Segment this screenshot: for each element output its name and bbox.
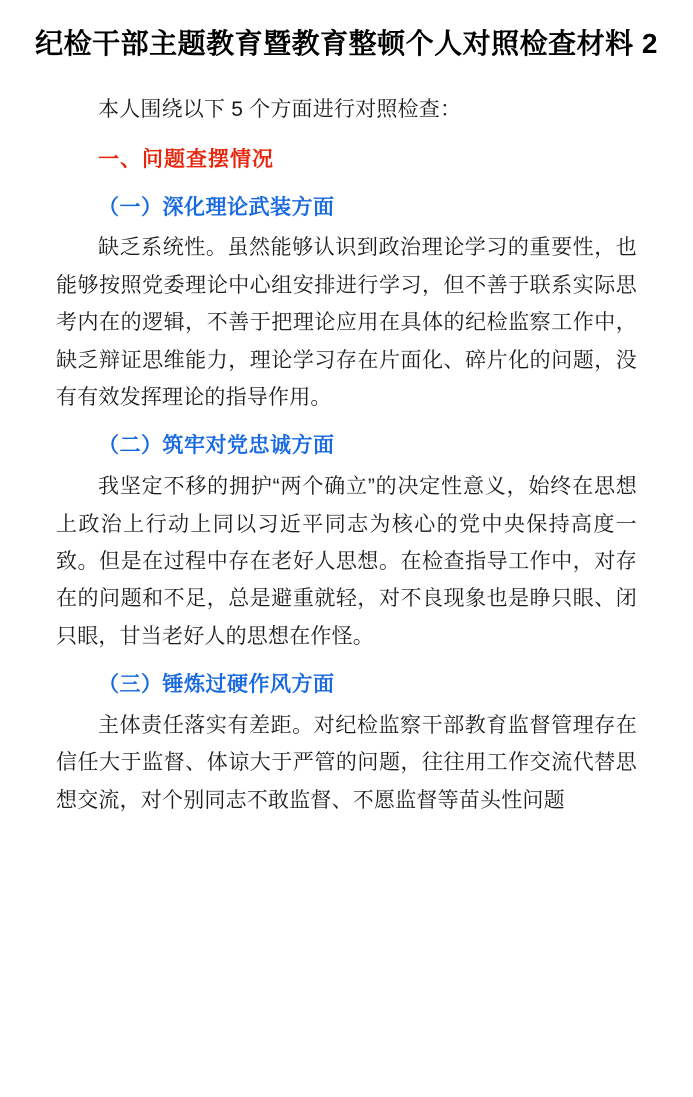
subsection-paragraph: 我坚定不移的拥护“两个确立”的决定性意义，始终在思想上政治上行动上同以习近平同志为核心的党中央保持高度一致。但是在过程中存在老好人思想。在检查指导工作中，对存在的问题和不足，总是避重就轻，对不良现象也是睁只眼、闭只眼，甘当老好人的思想在作怪。: [56, 475, 637, 648]
section-2: [56, 426, 637, 655]
section-1: [56, 188, 637, 417]
subsection-paragraph: 缺乏系统性。虽然能够认识到政治理论学习的重要性，也能够按照党委理论中心组安排进行学习，但不善于联系实际思考内在的逻辑，不善于把理论应用在具体的纪检监察工作中，缺乏辩证思维能力，理论学习存在片面化、碎片化的问题，没有有效发挥理论的指导作用。: [56, 236, 637, 409]
section-3: [56, 665, 637, 819]
subsection-heading: （一）深化理论武装方面: [98, 195, 335, 219]
document-body: [18, 90, 675, 819]
page-title: 纪检干部主题教育暨教育整顿个人对照检查材料 2: [35, 28, 658, 59]
subsection-paragraph: 主体责任落实有差距。对纪检监察干部教育监督管理存在信任大于监督、体谅大于严管的问题，往往用工作交流代替思想交流，对个别同志不敢监督、不愿监督等苗头性问题: [56, 713, 637, 812]
section-heading-main: 一、问题查摆情况: [98, 147, 274, 171]
lead-paragraph: 本人围绕以下 5 个方面进行对照检查：: [98, 97, 462, 121]
subsection-heading: （三）锤炼过硬作风方面: [98, 673, 335, 697]
subsection-heading: （二）筑牢对党忠诚方面: [98, 434, 335, 458]
